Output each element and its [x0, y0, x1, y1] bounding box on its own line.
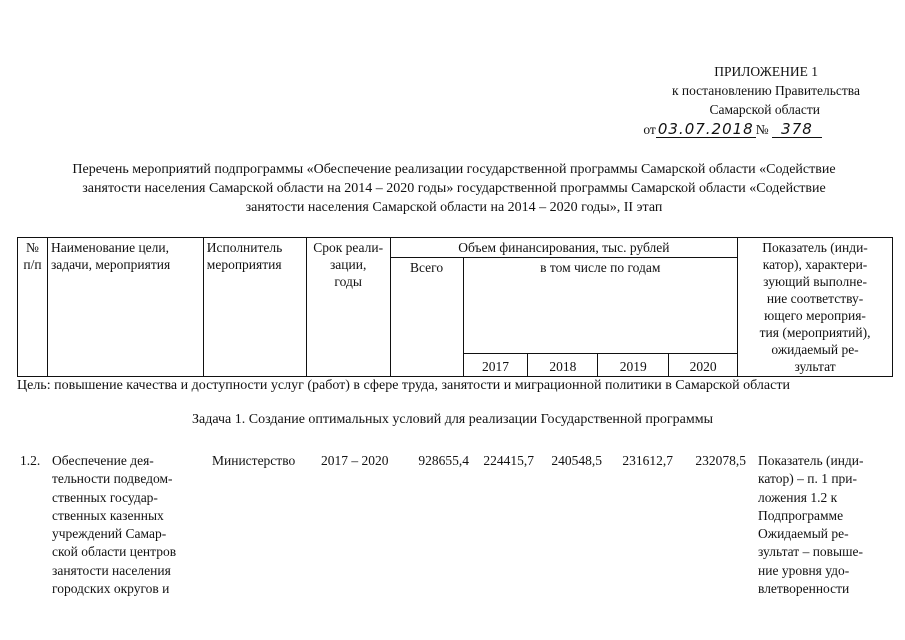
row-num: 1.2.	[20, 453, 41, 468]
header-name: Наименование цели, задачи, мероприятия	[47, 238, 203, 377]
header-year-2018: 2018	[528, 354, 598, 377]
row-2017: 224415,7	[483, 453, 534, 468]
appendix-date-line	[643, 120, 822, 139]
row-executor: Министерство	[212, 453, 296, 468]
row-name: Обеспечение дея- тельности подведом- ственных государ- ственных казенных учреждений Самар- ской области центров занятости населения городских округов и	[52, 453, 177, 597]
row-2019: 231612,7	[622, 453, 673, 468]
date-handwritten: 03.07.2018	[657, 120, 754, 138]
row-2020: 232078,5	[695, 453, 746, 468]
row-term: 2017 – 2020	[321, 453, 389, 468]
appendix-title: ПРИЛОЖЕНИЕ 1	[714, 64, 818, 79]
title-line-3: занятости населения Самарской области на 2014 – 2020 годы», II этап	[245, 200, 663, 215]
header-year-2017: 2017	[463, 354, 528, 377]
header-num: № п/п	[18, 238, 48, 377]
date-prefix: от	[643, 122, 656, 137]
appendix-line-1: к постановлению Правительства	[671, 83, 860, 98]
title-line-1: Перечень мероприятий подпрограммы «Обеспечение реализации государственной программы Самарской области «Содействие	[72, 162, 836, 177]
header-indicator: Показатель (инди- катор), характери- зующий выполне- ние соответству- ющего мероприя- тия (мероприятий), ожидаемый ре- зультат	[738, 238, 893, 377]
goal-line: Цель: повышение качества и доступности услуг (работ) в сфере труда, занятости и миграционной политики в Самарской области	[17, 378, 790, 393]
header-by-years: в том числе по годам	[463, 258, 738, 354]
title-line-2: занятости населения Самарской области на 2014 – 2020 годы» государственной программы Самарской области «Содействие	[82, 181, 826, 196]
header-year-2019: 2019	[598, 354, 669, 377]
header-finance: Объем финансирования, тыс. рублей	[390, 238, 737, 258]
number-handwritten: 378	[772, 121, 822, 138]
header-term: Срок реали- зации, годы	[306, 238, 390, 377]
header-total: Всего	[390, 258, 463, 377]
document-title	[20, 160, 888, 217]
measures-table-header	[17, 237, 893, 377]
row-indicator: Показатель (инди- катор) – п. 1 при- ложения 1.2 к Подпрограмме Ожидаемый ре- зультат – повыше- ние уровня удо- влетворенности	[758, 453, 864, 597]
appendix-block	[643, 62, 860, 139]
header-executor: Исполнитель мероприятия	[203, 238, 306, 377]
header-year-2020: 2020	[669, 354, 738, 377]
appendix-line-2: Самарской области	[709, 102, 820, 117]
task-line: Задача 1. Создание оптимальных условий для реализации Государственной программы	[192, 412, 713, 427]
number-prefix: №	[755, 122, 769, 137]
row-total: 928655,4	[418, 453, 469, 468]
row-2018: 240548,5	[551, 453, 602, 468]
